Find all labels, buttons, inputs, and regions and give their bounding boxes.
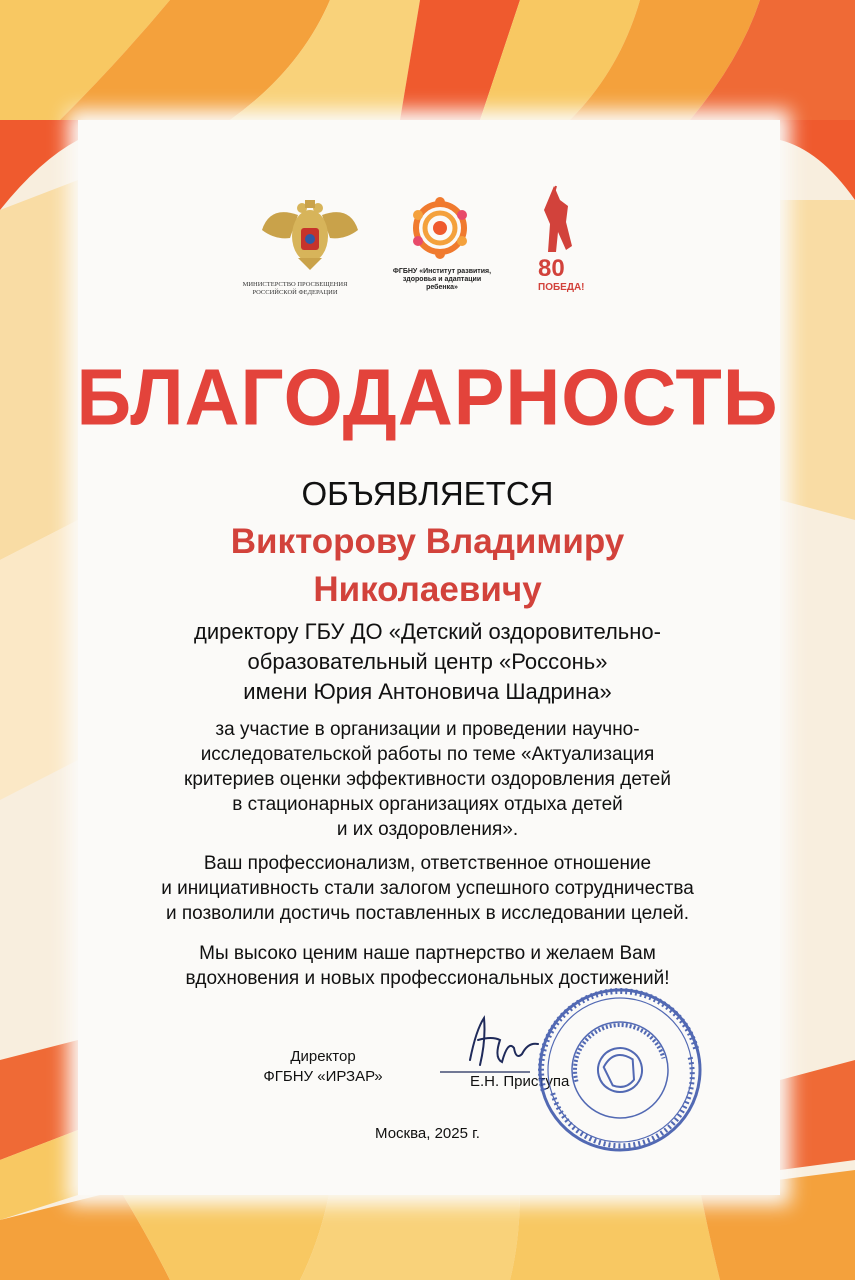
victory-text: ПОБЕДА!	[538, 282, 585, 293]
institute-caption-3: ребенка»	[426, 284, 458, 291]
praise-line: и позволили достичь поставленных в исследовании целей.	[165, 903, 690, 924]
wishes-line: вдохновения и новых профессиональных достижений!	[185, 968, 670, 989]
reason-line: и их оздоровления».	[336, 819, 519, 840]
announce-text: ОБЪЯВЛЯЕТСЯ	[301, 475, 554, 512]
institute-caption-2: здоровья и адаптации	[402, 276, 482, 283]
position-line-2: образовательный центр «Россонь»	[247, 649, 608, 674]
victory-80-icon	[538, 186, 585, 293]
victory-number: 80	[538, 255, 565, 282]
institute-caption-1: ФГБНУ «Институт развития,	[392, 268, 492, 275]
recipient-name	[150, 518, 705, 614]
recipient-name-line-2: Николаевичу	[313, 570, 542, 609]
recipient-name-line-1: Викторову Владимиру	[230, 522, 625, 561]
recipient-position	[120, 617, 735, 707]
wishes-paragraph	[110, 941, 745, 991]
ministry-emblem-icon	[262, 200, 358, 270]
reason-line: за участие в организации и проведении научно-	[215, 719, 640, 740]
reason-line: исследовательской работы по теме «Актуализация	[200, 744, 655, 765]
signer-role-line-1: Директор	[290, 1048, 356, 1065]
wishes-line: Мы высоко ценим наше партнерство и желаем Вам	[199, 943, 656, 964]
reason-paragraph	[110, 717, 745, 842]
signer-name: Е.Н. Приступа	[470, 1073, 570, 1090]
institute-flower-icon	[413, 197, 467, 259]
signer-role-line-2: ФГБНУ «ИРЗАР»	[263, 1068, 383, 1085]
place-and-date: Москва, 2025 г.	[375, 1125, 480, 1142]
signer-role	[238, 1047, 408, 1087]
left-pattern	[0, 180, 78, 1220]
reason-line: критериев оценки эффективности оздоровления детей	[184, 769, 671, 790]
reason-line: в стационарных организациях отдыха детей	[232, 794, 623, 815]
certificate-title: БЛАГОДАРНОСТЬ	[76, 352, 779, 443]
praise-line: и инициативность стали залогом успешного сотрудничества	[161, 878, 694, 899]
praise-line: Ваш профессионализм, ответственное отношение	[203, 853, 652, 874]
praise-paragraph	[110, 851, 745, 926]
position-line-3: имени Юрия Антоновича Шадрина»	[243, 679, 612, 704]
ministry-caption: МИНИСТЕРСТВО ПРОСВЕЩЕНИЯ РОССИЙСКОЙ ФЕДЕРАЦИИ	[242, 281, 348, 296]
position-line-1: директору ГБУ ДО «Детский оздоровительно-	[194, 619, 661, 644]
